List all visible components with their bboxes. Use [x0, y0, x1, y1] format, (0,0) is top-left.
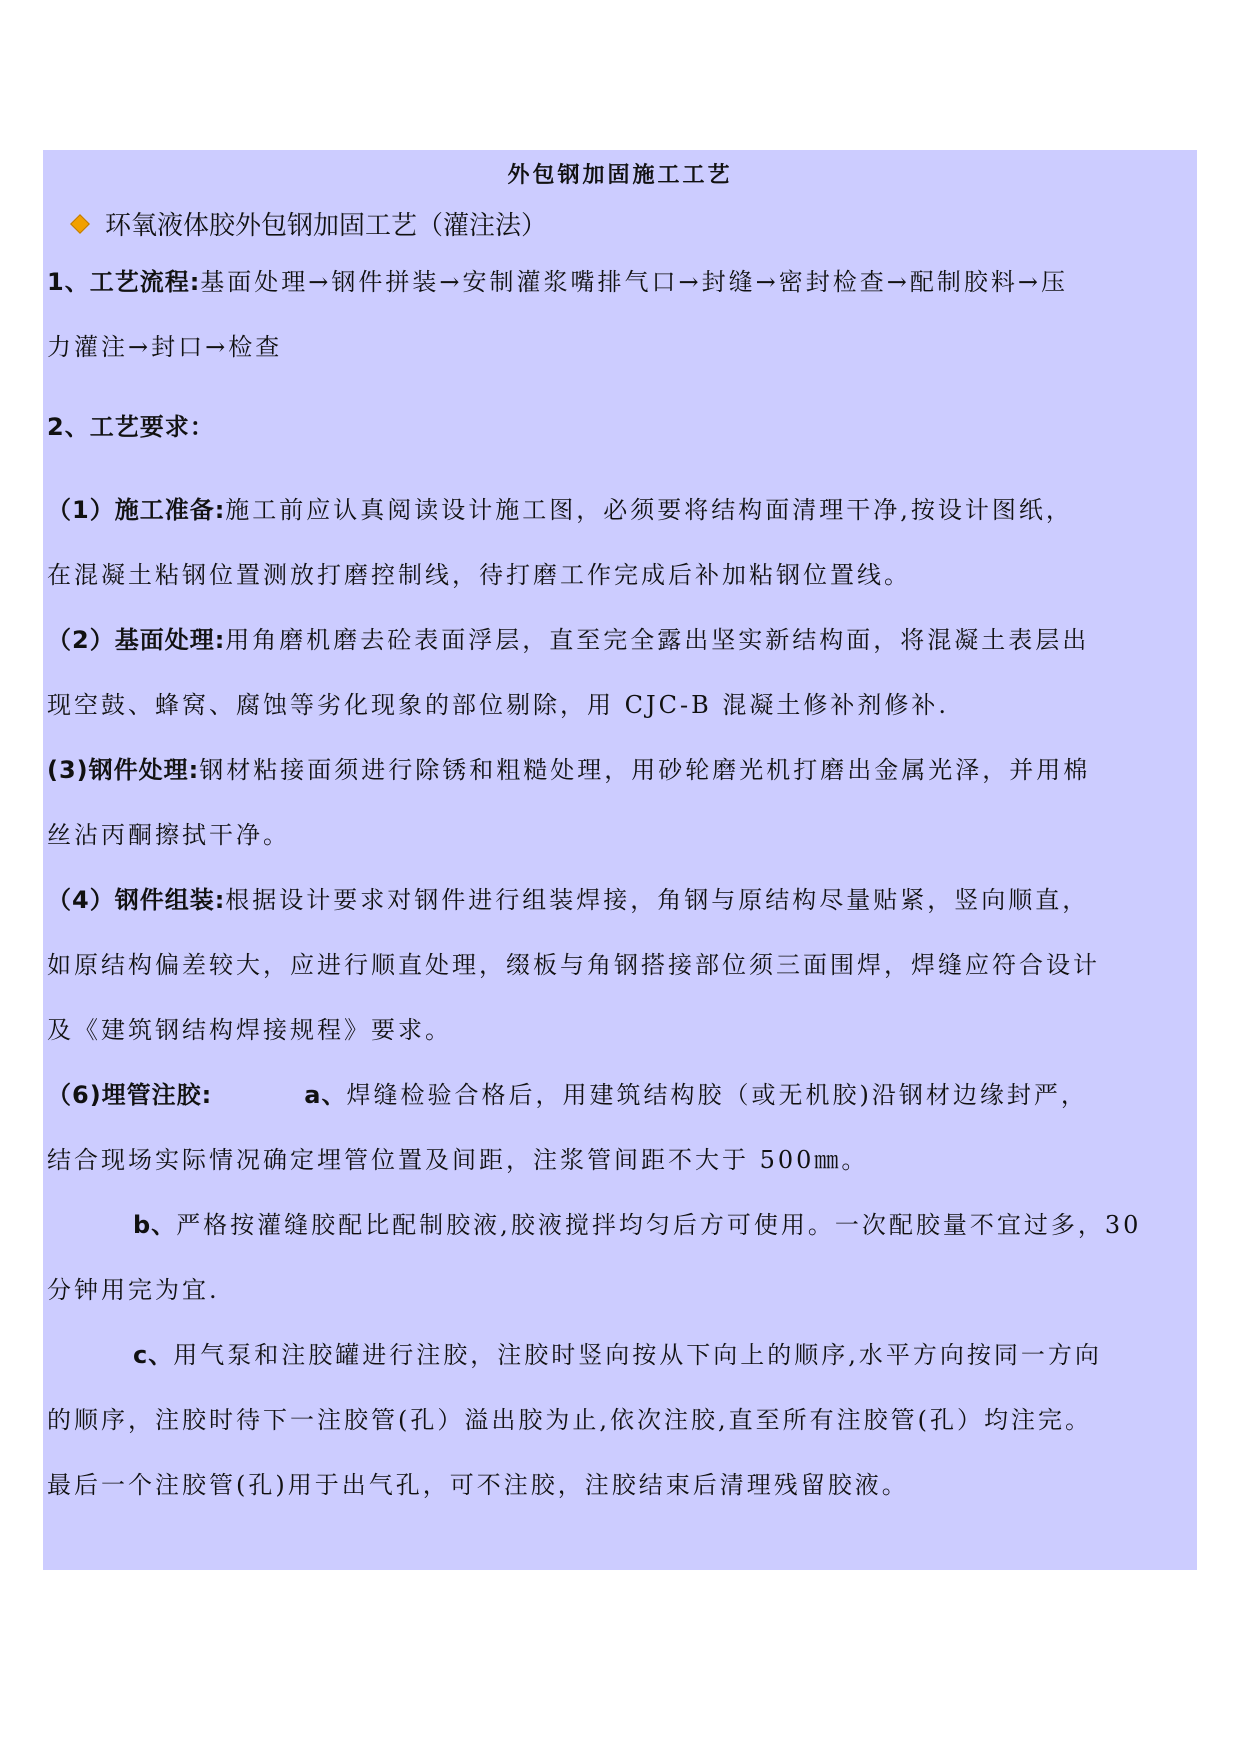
step-2-label: （2）基面处理: [47, 626, 226, 654]
process-flow-section [47, 250, 1193, 380]
step-1-section [47, 478, 1193, 608]
step-6-a-text-1: 焊缝检验合格后，用建筑结构胶（或无机胶)沿钢材边缘封严， [346, 1081, 1088, 1109]
step-1-line-2: 在混凝土粘钢位置测放打磨控制线，待打磨工作完成后补加粘钢位置线。 [47, 561, 911, 589]
step-2-text-1: 用角磨机磨去砼表面浮层，直至完全露出坚实新结构面，将混凝土表层出 [225, 626, 1090, 654]
process-flow-text-1: 基面处理→钢件拼装→安制灌浆嘴排气口→封缝→密封检查→配制胶料→压 [200, 268, 1068, 296]
step-2-line-1 [47, 608, 1193, 673]
bullet-heading [73, 205, 547, 242]
step-6-c-text-1: 用气泵和注胶罐进行注胶，注胶时竖向按从下向上的顺序,水平方向按同一方向 [173, 1341, 1102, 1369]
step-6-c-label: c、 [133, 1341, 174, 1369]
step-6-b-text-1: 严格按灌缝胶配比配制胶液,胶液搅拌均匀后方可使用。一次配胶量不宜过多，30 [176, 1211, 1142, 1239]
step-2-line-2: 现空鼓、蜂窝、腐蚀等劣化现象的部位剔除，用 CJC-B 混凝土修补剂修补. [47, 691, 949, 719]
step-6-a-line-2: 结合现场实际情况确定埋管位置及间距，注浆管间距不大于 500㎜。 [47, 1146, 869, 1174]
process-flow-label: 1、工艺流程: [47, 268, 201, 296]
step-6-b-label: b、 [133, 1211, 177, 1239]
step-6-b-line-2: 分钟用完为宜. [47, 1276, 220, 1304]
step-4-label: （4）钢件组装: [47, 886, 226, 914]
step-3-label: (3)钢件处理: [47, 756, 200, 784]
diamond-bullet-icon [70, 214, 90, 234]
requirements-label: 2、工艺要求： [47, 413, 215, 441]
step-3-section [47, 738, 1193, 868]
step-6-b-line-1 [47, 1193, 1193, 1258]
process-flow-line-2: 力灌注→封口→检查 [47, 333, 283, 361]
step-4-line-3: 及《建筑钢结构焊接规程》要求。 [47, 1016, 452, 1044]
requirements-section [47, 395, 1193, 460]
step-6-a-label: a、 [304, 1081, 347, 1109]
step-6-c-line-1 [47, 1323, 1193, 1388]
step-6-label: （6)埋管注胶: [47, 1081, 213, 1109]
step-1-label: （1）施工准备: [47, 496, 226, 524]
document-content-panel [43, 150, 1197, 1570]
step-6-c-line-2: 的顺序，注胶时待下一注胶管(孔）溢出胶为止,依次注胶,直至所有注胶管(孔）均注完。 [47, 1406, 1092, 1434]
step-3-line-2: 丝沾丙酮擦拭干净。 [47, 821, 290, 849]
step-3-line-1 [47, 738, 1193, 803]
step-6-section [47, 1063, 1193, 1518]
bullet-heading-text: 环氧液体胶外包钢加固工艺（灌注法） [105, 211, 548, 241]
process-flow-line-1 [47, 250, 1193, 315]
step-1-text-1: 施工前应认真阅读设计施工图，必须要将结构面清理干净,按设计图纸， [225, 496, 1073, 524]
step-2-section [47, 608, 1193, 738]
step-6-line-1 [47, 1063, 1193, 1128]
step-6-c-line-3: 最后一个注胶管(孔)用于出气孔，可不注胶，注胶结束后清理残留胶液。 [47, 1471, 909, 1499]
step-4-text-1: 根据设计要求对钢件进行组装焊接，角钢与原结构尽量贴紧，竖向顺直， [225, 886, 1090, 914]
step-1-line-1 [47, 478, 1193, 543]
document-title: 外包钢加固施工工艺 [507, 162, 733, 188]
step-3-text-1: 钢材粘接面须进行除锈和粗糙处理，用砂轮磨光机打磨出金属光泽，并用棉 [199, 756, 1091, 784]
step-4-section [47, 868, 1193, 1063]
step-4-line-2: 如原结构偏差较大，应进行顺直处理，缀板与角钢搭接部位须三面围焊，焊缝应符合设计 [47, 951, 1100, 979]
step-4-line-1 [47, 868, 1193, 933]
